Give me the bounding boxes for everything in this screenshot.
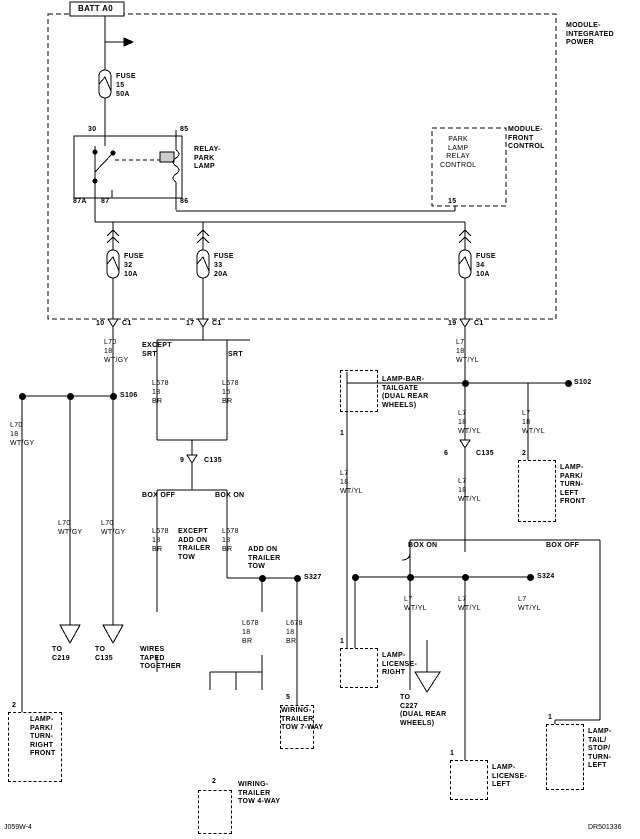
component-box-lamp-tail-stop-turn-left[interactable]: [546, 724, 584, 790]
except-add-on-trailer-tow-label: EXCEPT ADD ON TRAILER TOW: [178, 528, 211, 561]
wire-tag-l678-16-color: BR: [222, 398, 233, 405]
box-on-right-label: BOX ON: [408, 542, 438, 549]
wire-tag-l7-b-code: L7: [522, 410, 531, 417]
fuse-32-num: 32: [124, 262, 133, 269]
wire-tag-l7-g-code: L7: [518, 596, 527, 603]
fuse-34-amp: 10A: [476, 271, 490, 278]
wire-tag-l678-c-gauge: 18: [222, 537, 231, 544]
label-wiring-trailer-tow-4-way: WIRING- TRAILER TOW 4-WAY: [238, 781, 281, 805]
module-integrated-power-label: MODULE- INTEGRATED POWER: [566, 22, 614, 46]
relay-park-lamp-label: RELAY- PARK LAMP: [194, 146, 221, 170]
wire-tag-l7-f-color: WT/YL: [458, 605, 481, 612]
fuse-15-name: FUSE: [116, 73, 136, 80]
component-box-lamp-park-turn-left-front[interactable]: [518, 460, 556, 522]
wire-tag-l678-16-code: L678: [222, 380, 239, 387]
wire-tag-l7-c-gauge: 18: [458, 487, 467, 494]
wire-tag-l678-16-gauge: 16: [222, 389, 231, 396]
wire-tag-l678-e-gauge: 18: [286, 629, 295, 636]
c135-right-label: C135: [476, 450, 494, 457]
pin-lamp-bar-tailgate: 1: [340, 430, 345, 437]
wire-tag-l7-f-code: L7: [458, 596, 467, 603]
splice-dot-s324: [527, 574, 534, 581]
wire-tag-l7-top-gauge: 18: [456, 348, 465, 355]
wire-tag-l70-a-code: L70: [10, 422, 23, 429]
pin-lamp-tail-stop-turn-left: 1: [548, 714, 553, 721]
wire-tag-l7-c-code: L7: [458, 478, 467, 485]
wire-tag-l70-a-gauge: 18: [10, 431, 19, 438]
wire-tag-l678-a-code: L678: [152, 380, 169, 387]
module-front-control-label: MODULE- FRONT CONTROL: [508, 126, 545, 150]
fuse-15-num: 15: [116, 82, 125, 89]
wire-tag-l7-d-code: L7: [340, 470, 349, 477]
wire-tag-l7-top-code: L7: [456, 339, 465, 346]
pin-wiring-trailer-tow-7-way: 5: [286, 694, 291, 701]
c135-left-label: C135: [204, 457, 222, 464]
splice-label-s324: S324: [537, 573, 555, 580]
fuse-33-amp: 20A: [214, 271, 228, 278]
wire-tag-l7-d-color: WT/YL: [340, 488, 363, 495]
to-c227-label: TO C227 (DUAL REAR WHEELS): [400, 694, 447, 727]
fuse-32-name: FUSE: [124, 253, 144, 260]
srt-label: SRT: [228, 351, 243, 358]
splice-dot-s106: [110, 393, 117, 400]
wire-tag-l678-d-gauge: 18: [242, 629, 251, 636]
except-srt-label: EXCEPT SRT: [142, 342, 172, 358]
c1-label-3: C1: [474, 320, 484, 327]
wire-tag-l678-e-code: L678: [286, 620, 303, 627]
fuse-34-num: 34: [476, 262, 485, 269]
label-lamp-license-right: LAMP- LICENSE- RIGHT: [382, 652, 418, 676]
wire-tag-l7-d-gauge: 18: [340, 479, 349, 486]
pin-lamp-license-right: 1: [340, 638, 345, 645]
wire-tag-l70-b-color: WT/GY: [58, 529, 83, 536]
to-c219-label: TO C219: [52, 646, 70, 662]
relay-pin-86: 86: [180, 198, 189, 205]
relay-pin-87a: 87A: [73, 198, 87, 205]
wire-tag-l7-g-color: WT/YL: [518, 605, 541, 612]
splice-label-s327: S327: [304, 574, 322, 581]
splice-dot-s327-a: [259, 575, 266, 582]
splice-dot-s102: [462, 380, 469, 387]
splice-dot-s327: [294, 575, 301, 582]
park-lamp-relay-control-label: PARK LAMP RELAY CONTROL: [440, 136, 477, 169]
wire-tag-l678-b-code: L678: [152, 528, 169, 535]
wire-tag-l70-top-code: L70: [104, 339, 117, 346]
wire-tag-l70-top-color: WT/GY: [104, 357, 129, 364]
c135-left-pin: 9: [180, 457, 185, 464]
fuse-33-num: 33: [214, 262, 223, 269]
c1-pin-19: 19: [448, 320, 457, 327]
component-box-wiring-trailer-tow-4-way[interactable]: [198, 790, 232, 834]
splice-dot-s324-b: [407, 574, 414, 581]
wire-tag-l678-b-gauge: 18: [152, 537, 161, 544]
fuse-32-amp: 10A: [124, 271, 138, 278]
fuse-34-name: FUSE: [476, 253, 496, 260]
wire-tag-l678-e-color: BR: [286, 638, 297, 645]
wire-tag-l7-a-code: L7: [458, 410, 467, 417]
component-box-lamp-license-right[interactable]: [340, 648, 378, 688]
pin-wiring-trailer-tow-4-way: 2: [212, 778, 217, 785]
splice-dot-left-1: [19, 393, 26, 400]
wire-tag-l7-a-gauge: 18: [458, 419, 467, 426]
wire-tag-l678-a-color: BR: [152, 398, 163, 405]
front-control-pin-15: 15: [448, 198, 457, 205]
splice-dot-left-2: [67, 393, 74, 400]
label-lamp-park-turn-right-front: LAMP- PARK/ TURN- RIGHT FRONT: [30, 716, 56, 757]
c135-right-pin: 6: [444, 450, 449, 457]
wire-tag-l678-a-gauge: 18: [152, 389, 161, 396]
add-on-trailer-tow-label: ADD ON TRAILER TOW: [248, 546, 281, 570]
wire-tag-l7-b-gauge: 18: [522, 419, 531, 426]
wire-tag-l7-top-color: WT/YL: [456, 357, 479, 364]
pin-lamp-park-turn-right-front: 2: [12, 702, 17, 709]
wire-tag-l7-a-color: WT/YL: [458, 428, 481, 435]
label-lamp-bar-tailgate: LAMP-BAR- TAILGATE (DUAL REAR WHEELS): [382, 376, 429, 409]
footer-left-code: J059W-4: [4, 824, 32, 831]
box-on-left-label: BOX ON: [215, 492, 245, 499]
pin-lamp-license-left: 1: [450, 750, 455, 757]
fuse-15-amp: 50A: [116, 91, 130, 98]
wire-tag-l70-a-color: WT/GY: [10, 440, 35, 447]
label-wiring-trailer-tow-7-way: WIRING- TRAILER TOW 7-WAY: [281, 707, 324, 731]
wire-tag-l7-b-color: WT/YL: [522, 428, 545, 435]
component-box-lamp-bar-tailgate[interactable]: [340, 370, 378, 412]
c1-pin-17: 17: [186, 320, 195, 327]
splice-label-s106: S106: [120, 392, 138, 399]
wire-tag-l678-c-code: L678: [222, 528, 239, 535]
batt-label: BATT A0: [78, 4, 113, 13]
wire-tag-l70-top-gauge: 18: [104, 348, 113, 355]
splice-dot-s324-c: [462, 574, 469, 581]
fuse-33-name: FUSE: [214, 253, 234, 260]
c1-label-1: C1: [122, 320, 132, 327]
wire-tag-l678-d-code: L678: [242, 620, 259, 627]
label-lamp-tail-stop-turn-left: LAMP- TAIL/ STOP/ TURN- LEFT: [588, 728, 612, 769]
wire-tag-l7-c-color: WT/YL: [458, 496, 481, 503]
wire-tag-l678-b-color: BR: [152, 546, 163, 553]
wire-tag-l678-c-color: BR: [222, 546, 233, 553]
label-lamp-park-turn-left-front: LAMP- PARK/ TURN- LEFT FRONT: [560, 464, 586, 505]
wire-tag-l678-d-color: BR: [242, 638, 253, 645]
relay-pin-30: 30: [88, 126, 97, 133]
wire-tag-l7-e-code: L7: [404, 596, 413, 603]
box-off-right-label: BOX OFF: [546, 542, 580, 549]
wire-tag-l70-c-code: L70: [101, 520, 114, 527]
wire-tag-l70-c-color: WT/GY: [101, 529, 126, 536]
wire-tag-l70-b-code: L70: [58, 520, 71, 527]
footer-right-code: DR501336: [588, 824, 622, 831]
relay-pin-87: 87: [101, 198, 110, 205]
c1-pin-10: 10: [96, 320, 105, 327]
splice-dot-s324-a: [352, 574, 359, 581]
wires-taped-together-label: WIRES TAPED TOGETHER: [140, 646, 182, 670]
splice-dot-s102-end: [565, 380, 572, 387]
label-lamp-license-left: LAMP- LICENSE- LEFT: [492, 764, 528, 788]
component-box-lamp-license-left[interactable]: [450, 760, 488, 800]
wire-tag-l7-e-color: WT/YL: [404, 605, 427, 612]
c1-label-2: C1: [212, 320, 222, 327]
to-c135-label: TO C135: [95, 646, 113, 662]
splice-label-s102: S102: [574, 379, 592, 386]
pin-lamp-park-turn-left-front: 2: [522, 450, 527, 457]
box-off-left-label: BOX OFF: [142, 492, 176, 499]
relay-pin-85: 85: [180, 126, 189, 133]
